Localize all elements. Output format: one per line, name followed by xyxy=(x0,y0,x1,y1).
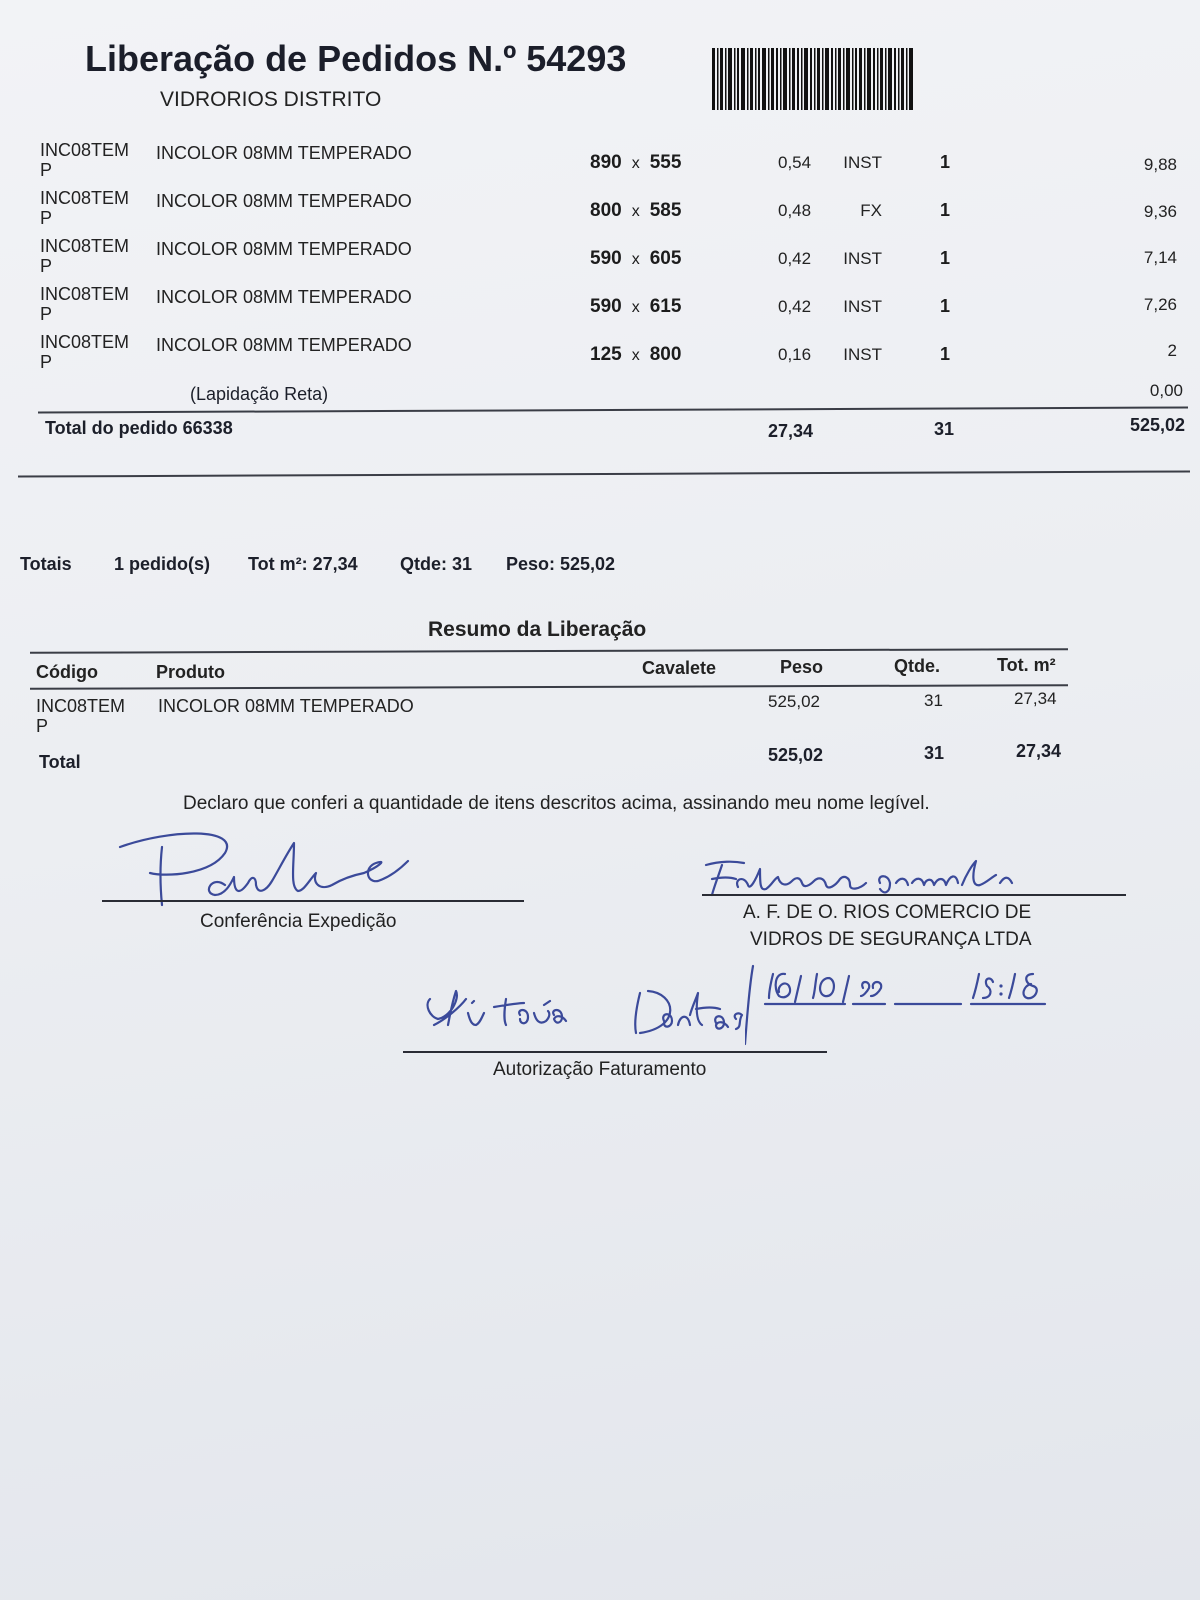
item-dimensions xyxy=(590,152,681,174)
item-area: 0,42 xyxy=(778,297,812,316)
item-dimensions xyxy=(590,248,681,270)
item-height: 615 xyxy=(649,296,682,317)
item-qty: 1 xyxy=(940,200,951,220)
item-area: 0,16 xyxy=(778,345,812,364)
item-qty: 1 xyxy=(940,344,951,364)
summary-row-code: INC08TEM P xyxy=(36,696,126,736)
item-area: 0,54 xyxy=(778,153,812,172)
item-dimensions xyxy=(590,200,681,222)
item-type: INST xyxy=(843,249,882,268)
signature-line xyxy=(102,900,524,902)
dimension-separator: x xyxy=(631,203,640,220)
dimension-separator: x xyxy=(631,251,640,268)
item-code: INC08TEM P xyxy=(40,284,130,324)
summary-title: Resumo da Liberação xyxy=(428,618,647,641)
divider xyxy=(30,648,1068,654)
item-description: INCOLOR 08MM TEMPERADO xyxy=(156,143,412,163)
signature-label-expedicao: Conferência Expedição xyxy=(200,911,397,932)
item-width: 590 xyxy=(590,248,622,269)
summary-total-qtde: 31 xyxy=(924,743,945,763)
item-qty: 1 xyxy=(940,248,951,268)
item-description: INCOLOR 08MM TEMPERADO xyxy=(156,239,412,259)
divider xyxy=(38,406,1188,413)
item-height: 585 xyxy=(649,200,682,221)
summary-header-code: Código xyxy=(36,662,98,682)
item-code: INC08TEM P xyxy=(40,332,130,372)
summary-row-peso: 525,02 xyxy=(768,692,820,711)
company-name: VIDRORIOS DISTRITO xyxy=(160,88,382,111)
company-name-line2: VIDROS DE SEGURANÇA LTDA xyxy=(750,929,1032,950)
item-dimensions xyxy=(590,296,681,318)
signature-line xyxy=(702,894,1126,896)
divider xyxy=(30,684,1068,690)
item-area: 0,48 xyxy=(778,201,812,220)
dimension-separator: x xyxy=(631,347,640,364)
extra-service-value: 0,00 xyxy=(1149,381,1183,400)
item-type: INST xyxy=(843,297,882,316)
item-description: INCOLOR 08MM TEMPERADO xyxy=(156,335,412,355)
totals-qtde: Qtde: 31 xyxy=(400,554,473,574)
totals-peso: Peso: 525,02 xyxy=(506,554,616,574)
item-qty: 1 xyxy=(940,152,951,172)
item-width: 590 xyxy=(590,296,622,317)
extra-service-label: (Lapidação Reta) xyxy=(190,384,329,404)
summary-total-label: Total xyxy=(39,752,81,772)
item-weight: 2 xyxy=(1167,341,1177,360)
item-description: INCOLOR 08MM TEMPERADO xyxy=(156,287,412,307)
item-weight: 9,36 xyxy=(1143,201,1177,221)
item-weight: 9,88 xyxy=(1143,155,1177,174)
summary-total-tot-m2: 27,34 xyxy=(1016,741,1062,761)
order-total-weight: 525,02 xyxy=(1129,415,1185,435)
signature-vitoria-dantas xyxy=(420,985,820,1045)
order-total-area: 27,34 xyxy=(768,421,814,441)
item-width: 890 xyxy=(590,152,622,173)
item-type: INST xyxy=(843,153,882,172)
item-width: 800 xyxy=(590,200,622,221)
item-weight: 7,26 xyxy=(1143,294,1177,314)
summary-row-product: INCOLOR 08MM TEMPERADO xyxy=(158,696,414,716)
divider xyxy=(18,470,1190,477)
item-type: FX xyxy=(860,201,882,220)
item-code: INC08TEM P xyxy=(40,236,130,276)
item-height: 800 xyxy=(649,344,682,365)
order-total-label: Total do pedido 66338 xyxy=(45,418,233,438)
declaration-text: Declaro que conferi a quantidade de itens descritos acima, assinando meu nome legível. xyxy=(183,793,930,814)
totals-m2: Tot m²: 27,34 xyxy=(248,554,358,574)
totals-orders: 1 pedido(s) xyxy=(114,554,211,574)
summary-row-qtde: 31 xyxy=(924,691,943,710)
page-title: Liberação de Pedidos N.º 54293 xyxy=(85,38,627,79)
item-area: 0,42 xyxy=(778,249,812,268)
summary-total-peso: 525,02 xyxy=(768,745,824,765)
summary-header-qtde: Qtde. xyxy=(894,656,941,676)
barcode xyxy=(712,48,914,110)
item-qty: 1 xyxy=(940,296,951,316)
item-code: INC08TEM P xyxy=(40,140,130,180)
signature-paulo xyxy=(110,825,430,910)
item-type: INST xyxy=(843,345,882,364)
item-width: 125 xyxy=(590,344,622,365)
summary-header-peso: Peso xyxy=(780,657,824,677)
item-code: INC08TEM P xyxy=(40,188,130,228)
item-description: INCOLOR 08MM TEMPERADO xyxy=(156,191,412,211)
dimension-separator: x xyxy=(631,299,640,316)
item-height: 555 xyxy=(649,152,682,173)
signature-line xyxy=(403,1051,827,1053)
summary-row-tot-m2: 27,34 xyxy=(1014,689,1057,708)
company-name-line1: A. F. DE O. RIOS COMERCIO DE xyxy=(743,902,1032,923)
totals-label: Totais xyxy=(20,554,72,574)
order-total-qty: 31 xyxy=(934,419,955,439)
summary-header-cavalete: Cavalete xyxy=(642,658,717,678)
summary-header-product: Produto xyxy=(156,662,225,682)
item-dimensions xyxy=(590,344,681,366)
item-height: 605 xyxy=(649,248,682,269)
signature-label-faturamento: Autorização Faturamento xyxy=(493,1059,707,1080)
item-weight: 7,14 xyxy=(1143,248,1177,267)
dimension-separator: x xyxy=(631,155,640,172)
summary-header-tot-m2: Tot. m² xyxy=(997,655,1056,675)
